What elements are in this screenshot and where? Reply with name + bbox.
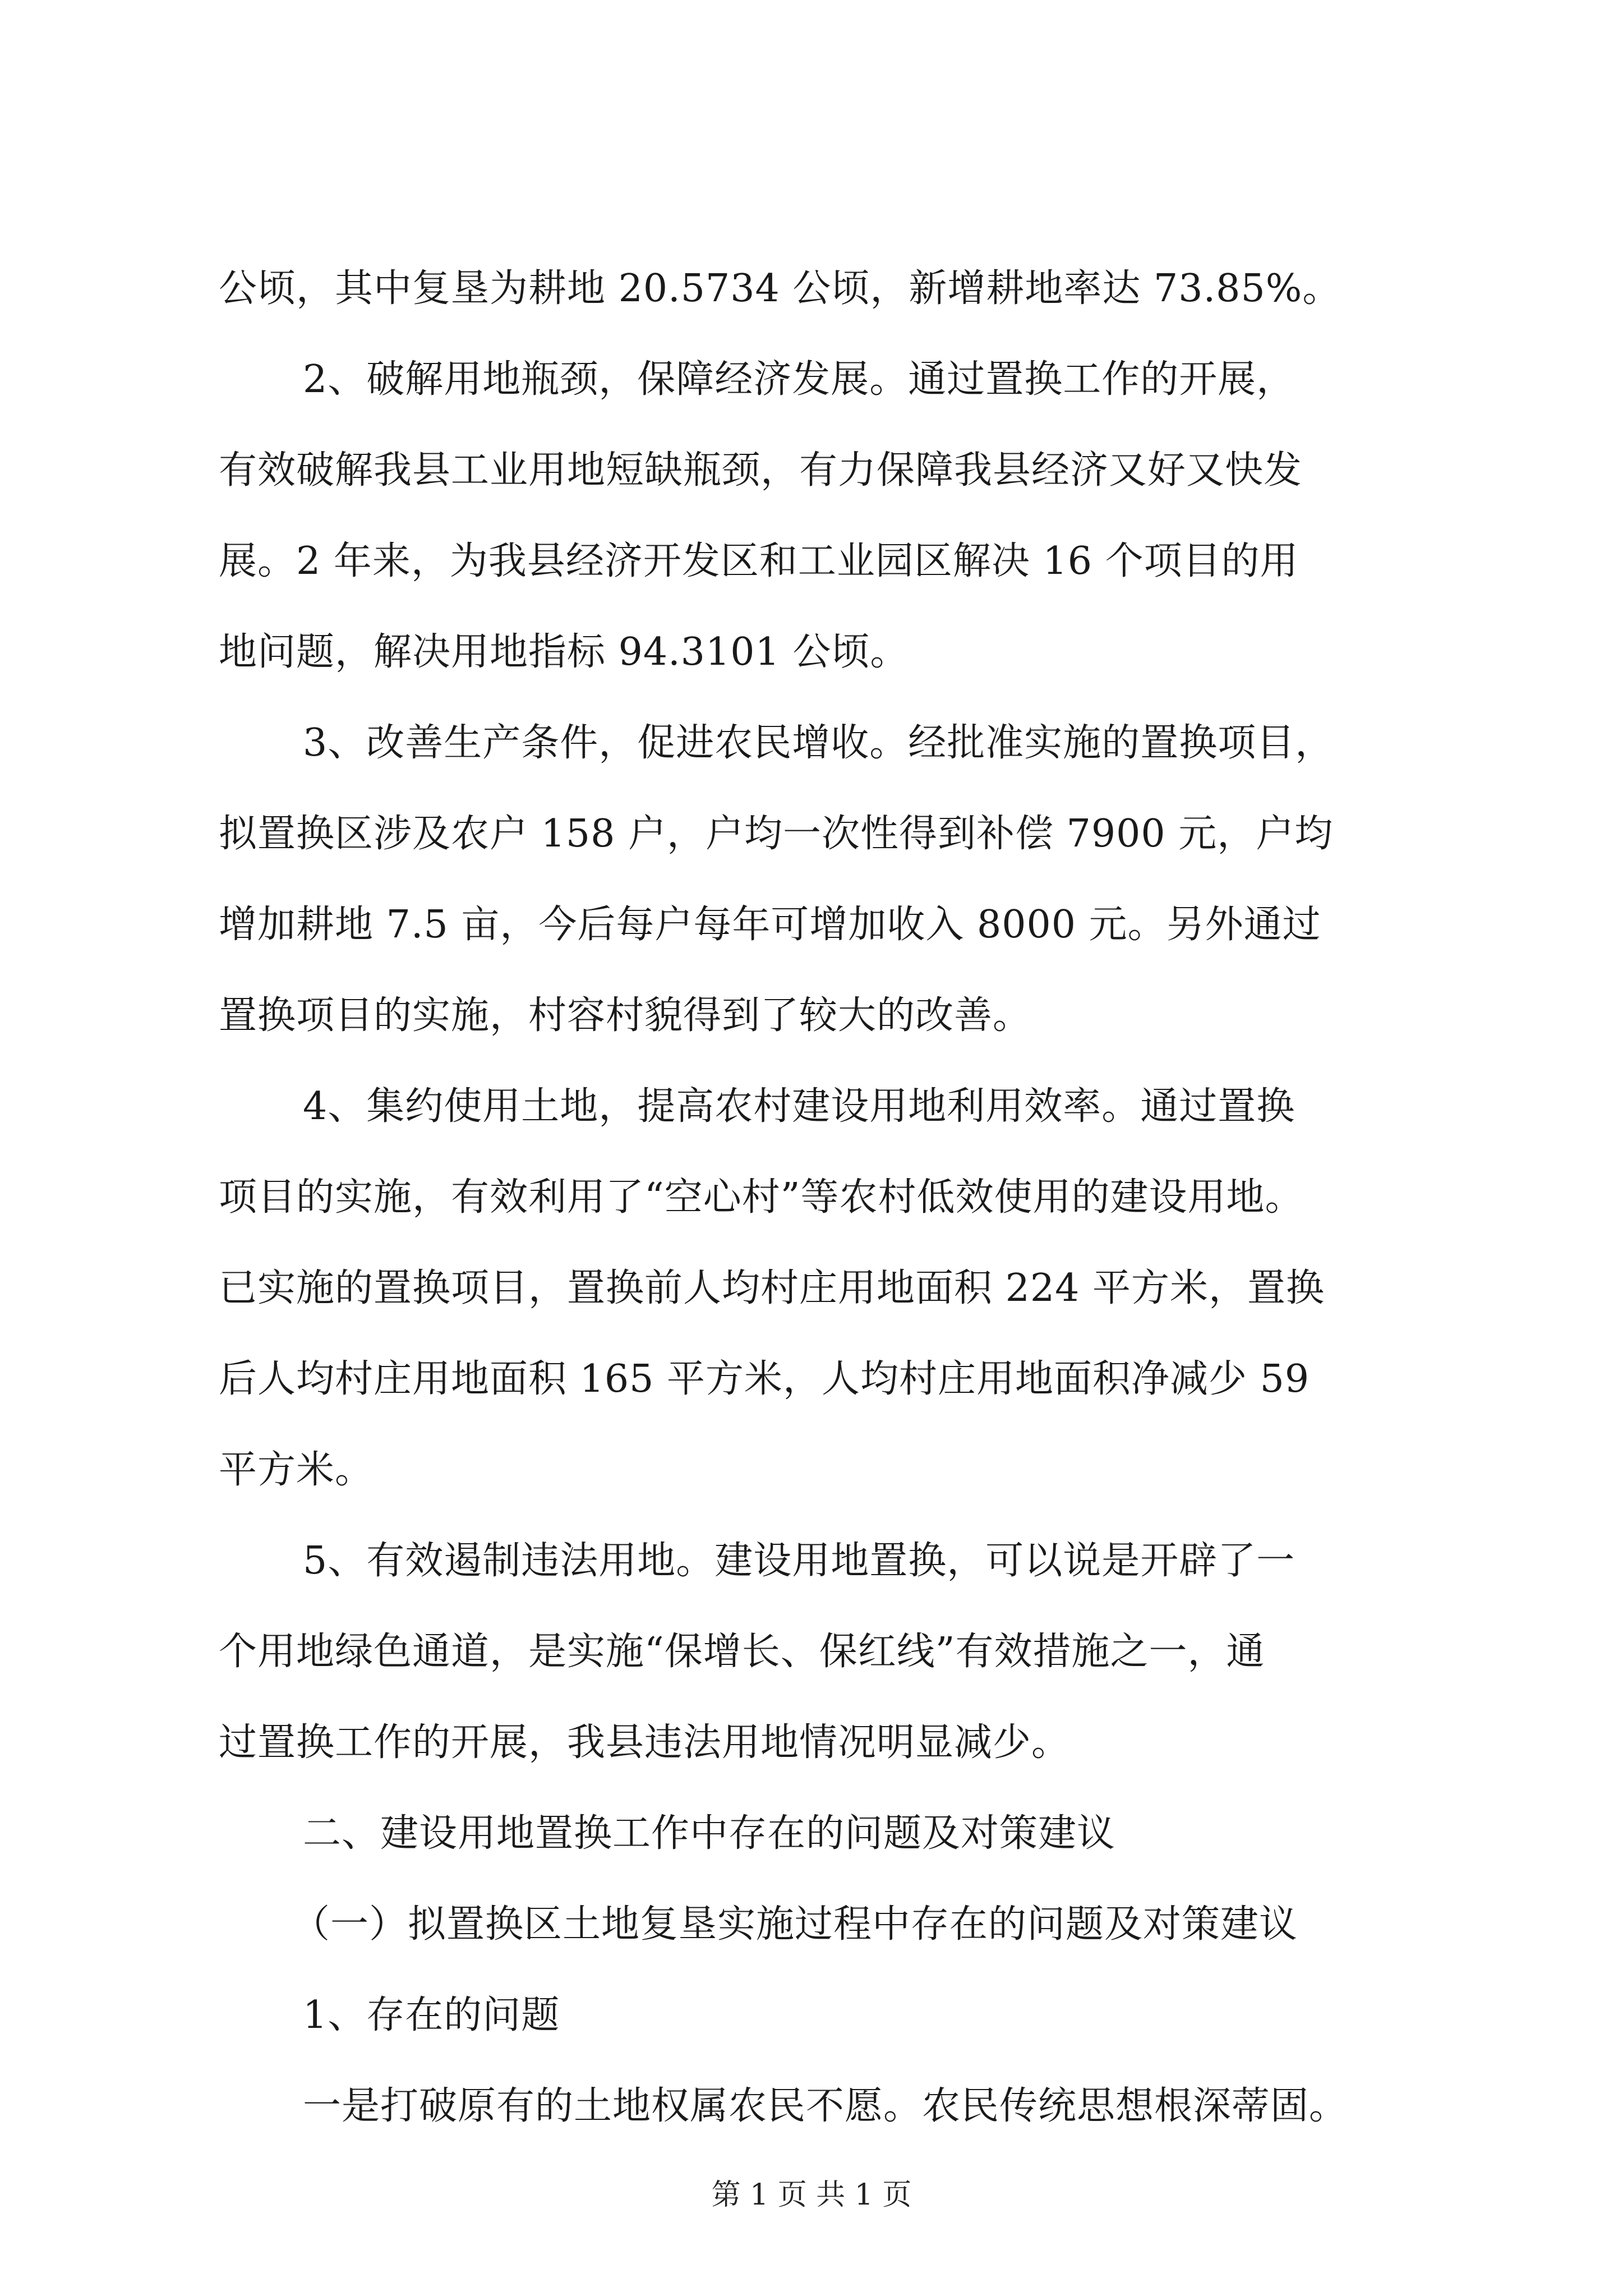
text-line: 公顷，其中复垦为耕地 20.5734 公顷，新增耕地率达 73.85%。 xyxy=(219,266,1341,311)
text-line: 平方米。 xyxy=(219,1448,374,1492)
page-footer: 第 1 页 共 1 页 xyxy=(711,2178,912,2212)
text-line: 过置换工作的开展，我县违法用地情况明显减少。 xyxy=(219,1720,1071,1765)
text-line: 3、改善生产条件，促进农民增收。经批准实施的置换项目， xyxy=(303,721,1334,765)
text-line: 地问题，解决用地指标 94.3101 公顷。 xyxy=(219,630,909,674)
text-line: 增加耕地 7.5 亩，今后每户每年可增加收入 8000 元。另外通过 xyxy=(219,903,1321,947)
text-line: 后人均村庄用地面积 165 平方米，人均村庄用地面积净减少 59 xyxy=(219,1357,1310,1401)
item-heading: 1、存在的问题 xyxy=(303,1993,560,2037)
subsection-heading: （一）拟置换区土地复垦实施过程中存在的问题及对策建议 xyxy=(292,1902,1298,1947)
text-line: 个用地绿色通道，是实施“保增长、保红线”有效措施之一，通 xyxy=(219,1630,1265,1674)
section-heading: 二、建设用地置换工作中存在的问题及对策建议 xyxy=(303,1811,1116,1856)
text-line: 已实施的置换项目，置换前人均村庄用地面积 224 平方米，置换 xyxy=(219,1266,1325,1310)
text-line: 项目的实施，有效利用了“空心村”等农村低效使用的建设用地。 xyxy=(219,1175,1304,1220)
text-line: 一是打破原有的土地权属农民不愿。农民传统思想根深蒂固。 xyxy=(303,2084,1348,2128)
text-line: 置换项目的实施，村容村貌得到了较大的改善。 xyxy=(219,993,1032,1038)
text-line: 4、集约使用土地，提高农村建设用地利用效率。通过置换 xyxy=(303,1084,1295,1129)
text-line: 2、破解用地瓶颈，保障经济发展。通过置换工作的开展， xyxy=(303,357,1295,402)
text-line: 5、有效遏制违法用地。建设用地置换，可以说是开辟了一 xyxy=(303,1539,1295,1583)
text-line: 展。2 年来，为我县经济开发区和工业园区解决 16 个项目的用 xyxy=(219,539,1299,583)
text-line: 有效破解我县工业用地短缺瓶颈，有力保障我县经济又好又快发 xyxy=(219,448,1303,493)
text-line: 拟置换区涉及农户 158 户，户均一次性得到补偿 7900 元，户均 xyxy=(219,812,1334,856)
